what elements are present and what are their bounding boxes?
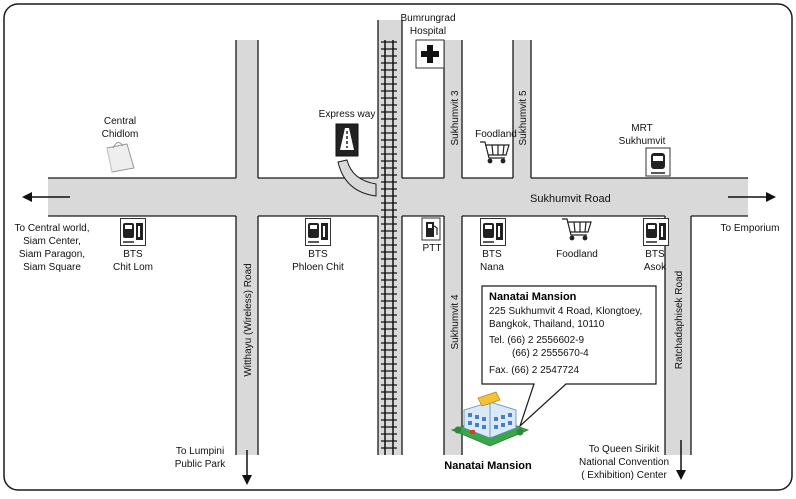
bts-asok-marker xyxy=(644,219,669,274)
svg-text:National Convention: National Convention xyxy=(578,457,670,468)
bts-nana-icon xyxy=(481,219,506,246)
svg-text:BTS: BTS xyxy=(308,249,328,260)
queen-sirikit-direction-label xyxy=(579,444,669,481)
sukhumvit-3-label: Sukhumvit 3 xyxy=(450,90,461,146)
svg-text:MRT: MRT xyxy=(631,123,653,134)
svg-text:BTS: BTS xyxy=(645,249,665,260)
expressway-icon xyxy=(336,124,358,156)
svg-text:Siam Center,: Siam Center, xyxy=(23,236,81,247)
info-address-2: Bangkok, Thailand, 10110 xyxy=(489,319,605,330)
bts-nana-marker xyxy=(480,219,505,274)
sukhumvit-4-label: Sukhumvit 4 xyxy=(450,294,461,350)
info-address-1: 225 Sukhumvit 4 Road, Klongtoey, xyxy=(489,306,643,317)
svg-text:Foodland: Foodland xyxy=(556,249,598,260)
svg-text:Phloen Chit: Phloen Chit xyxy=(292,262,344,273)
svg-text:Chidlom: Chidlom xyxy=(101,129,139,140)
bts-asok-icon xyxy=(644,219,669,246)
svg-text:To Queen Sirikit: To Queen Sirikit xyxy=(588,444,660,455)
svg-text:Nana: Nana xyxy=(480,262,504,273)
info-tel-2: (66) 2 2555670-4 xyxy=(512,348,589,359)
svg-text:Siam Paragon,: Siam Paragon, xyxy=(18,249,86,260)
svg-text:Sukhumvit: Sukhumvit xyxy=(618,136,666,147)
svg-text:( Exhibition) Center: ( Exhibition) Center xyxy=(581,470,667,481)
sukhumvit-road-label: Sukhumvit Road xyxy=(530,193,611,205)
svg-text:Foodland: Foodland xyxy=(475,129,517,140)
svg-text:Public Park: Public Park xyxy=(174,459,226,470)
witthayu-road-label: Witthayu (Wireless) Road xyxy=(243,263,254,377)
sukhumvit-5-label: Sukhumvit 5 xyxy=(518,90,529,146)
svg-text:Express way: Express way xyxy=(318,109,376,120)
svg-text:To Central world,: To Central world, xyxy=(14,223,90,234)
svg-text:Chit Lom: Chit Lom xyxy=(112,262,154,273)
svg-text:Central: Central xyxy=(103,116,137,127)
svg-text:Hospital: Hospital xyxy=(409,26,447,37)
svg-text:PTT: PTT xyxy=(422,243,442,254)
svg-text:Bumrungrad: Bumrungrad xyxy=(400,13,456,24)
train-icon xyxy=(646,148,670,176)
bts-phloenchit-icon xyxy=(306,219,331,246)
fuel-pump-icon xyxy=(422,218,440,240)
info-fax: Fax. (66) 2 2547724 xyxy=(489,365,580,376)
svg-text:Asok: Asok xyxy=(643,262,667,273)
ptt-marker xyxy=(422,218,441,254)
svg-text:To Lumpini: To Lumpini xyxy=(175,446,225,457)
svg-text:Siam Square: Siam Square xyxy=(23,262,81,273)
hotel-label: Nanatai Mansion xyxy=(444,460,532,472)
east-direction-label: To Emporium xyxy=(720,223,780,234)
bts-chitlom-icon xyxy=(121,219,146,246)
ratchadaphisek-road-label: Ratchadaphisek Road xyxy=(674,270,685,370)
info-tel-1: Tel. (66) 2 2556602-9 xyxy=(489,335,585,346)
info-title: Nanatai Mansion xyxy=(489,291,577,303)
svg-text:BTS: BTS xyxy=(123,249,143,260)
svg-text:BTS: BTS xyxy=(482,249,502,260)
